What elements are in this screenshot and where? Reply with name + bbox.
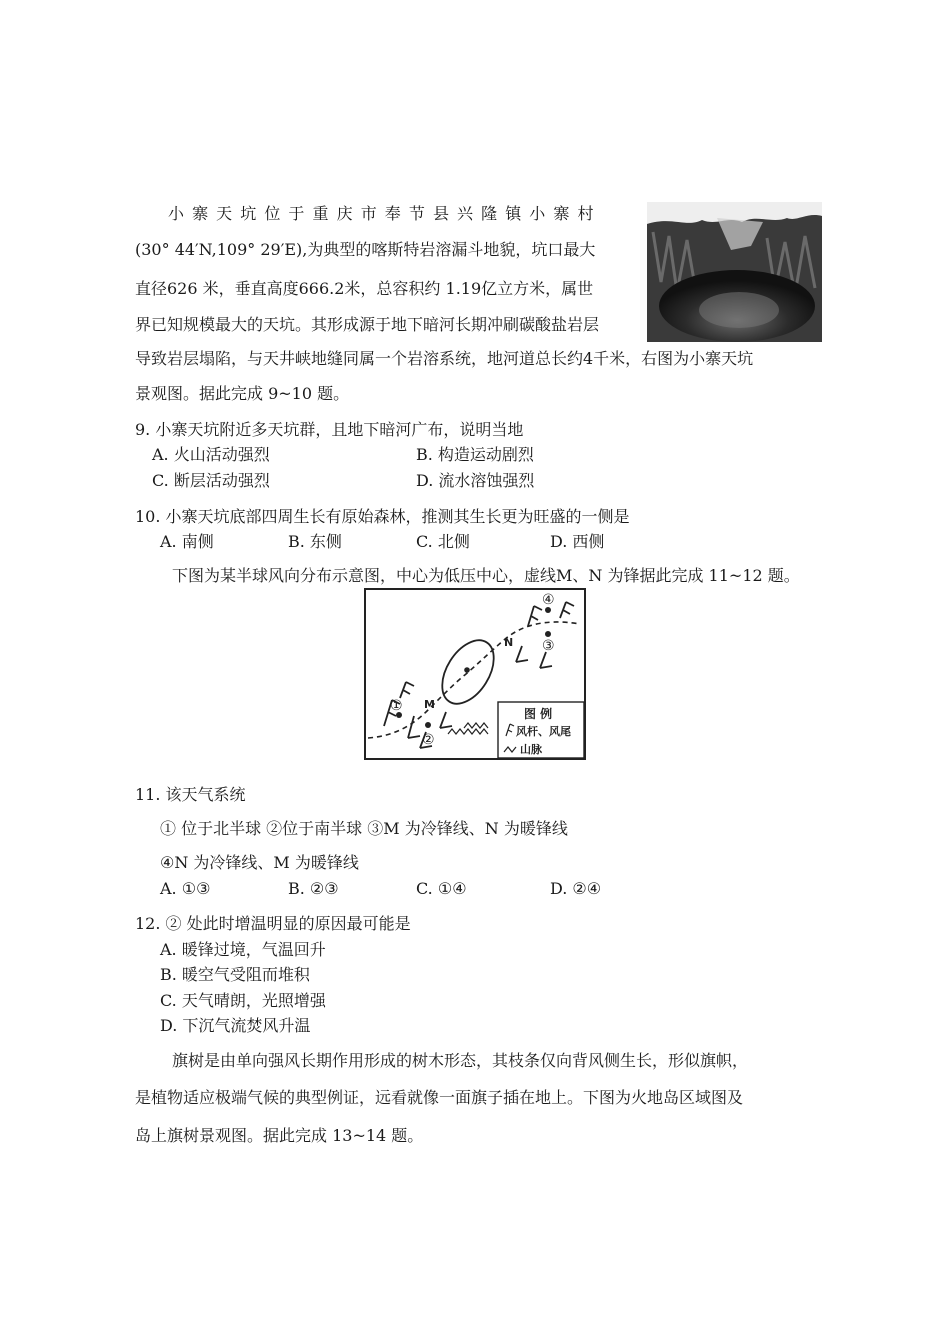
q12-stem: 12. ② 处此时增温明显的原因最可能是 xyxy=(135,914,411,933)
q9-option-c: C. 断层活动强烈 xyxy=(152,471,270,490)
passage1-line-1: 小 寨 天 坑 位 于 重 庆 市 奉 节 县 兴 隆 镇 小 寨 村 xyxy=(168,204,594,223)
label-point-4: ④ xyxy=(542,592,555,608)
wind-map xyxy=(364,588,586,760)
legend-wind: 风杆、风尾 xyxy=(516,725,571,738)
q11-statements-2: ④N 为冷锋线、M 为暖锋线 xyxy=(160,853,359,872)
passage1-line-4: 界已知规模最大的天坑。其形成源于地下暗河长期冲刷碳酸盐岩层 xyxy=(135,315,600,334)
sinkhole-photo xyxy=(647,202,822,342)
q11-stem: 11. 该天气系统 xyxy=(135,785,246,804)
passage1-line-6: 景观图。据此完成 9~10 题。 xyxy=(135,384,350,403)
q9-option-a: A. 火山活动强烈 xyxy=(152,445,270,464)
q10-option-b: B. 东侧 xyxy=(288,532,342,551)
passage1-line-3: 直径626 米，垂直高度666.2米，总容积约 1.19亿立方米，属世 xyxy=(135,279,594,298)
q12-option-c: C. 天气晴朗，光照增强 xyxy=(160,991,326,1010)
passage3-line-3: 岛上旗树景观图。据此完成 13~14 题。 xyxy=(135,1126,424,1145)
q12-option-a: A. 暖锋过境，气温回升 xyxy=(160,940,326,959)
q11-option-a: A. ①③ xyxy=(160,879,211,898)
label-front-n: N xyxy=(504,636,514,649)
label-point-3: ③ xyxy=(542,638,555,654)
q9-option-d: D. 流水溶蚀强烈 xyxy=(416,471,535,490)
passage1-line-5: 导致岩层塌陷，与天井峡地缝同属一个岩溶系统，地河道总长约4千米，右图为小寨天坑 xyxy=(135,349,754,368)
q10-stem: 10. 小寨天坑底部四周生长有原始森林，推测其生长更为旺盛的一侧是 xyxy=(135,507,630,526)
passage1-line-2: (30° 44′N,109° 29′E),为典型的喀斯特岩溶漏斗地貌，坑口最大 xyxy=(135,240,596,259)
q10-option-d: D. 西侧 xyxy=(550,532,605,551)
label-point-2: ② xyxy=(422,732,435,748)
q11-option-b: B. ②③ xyxy=(288,879,339,898)
map-legend xyxy=(498,702,584,758)
q10-option-c: C. 北侧 xyxy=(416,532,470,551)
passage3-line-1: 旗树是由单向强风长期作用形成的树木形态，其枝条仅向背风侧生长，形似旗帜， xyxy=(172,1051,749,1070)
q9-stem: 9. 小寨天坑附近多天坑群，且地下暗河广布，说明当地 xyxy=(135,420,524,439)
label-point-1: ① xyxy=(390,698,403,714)
passage3-line-2: 是植物适应极端气候的典型例证，远看就像一面旗子插在地上。下图为火地岛区域图及 xyxy=(135,1088,744,1107)
q11-option-c: C. ①④ xyxy=(416,879,467,898)
low-pressure-center xyxy=(464,667,470,673)
legend-mountain: 山脉 xyxy=(520,743,542,756)
q9-option-b: B. 构造运动剧烈 xyxy=(416,445,534,464)
q12-option-d: D. 下沉气流焚风升温 xyxy=(160,1016,311,1035)
q11-statements-1: ① 位于北半球 ②位于南半球 ③M 为冷锋线、N 为暖锋线 xyxy=(160,819,568,838)
q10-option-a: A. 南侧 xyxy=(160,532,214,551)
q11-option-d: D. ②④ xyxy=(550,879,602,898)
legend-title: 图 例 xyxy=(524,707,553,721)
label-front-m: M xyxy=(424,698,435,711)
passage2: 下图为某半球风向分布示意图，中心为低压中心，虚线M、N 为锋据此完成 11~12 题。 xyxy=(172,566,800,585)
q12-option-b: B. 暖空气受阻而堆积 xyxy=(160,965,310,984)
